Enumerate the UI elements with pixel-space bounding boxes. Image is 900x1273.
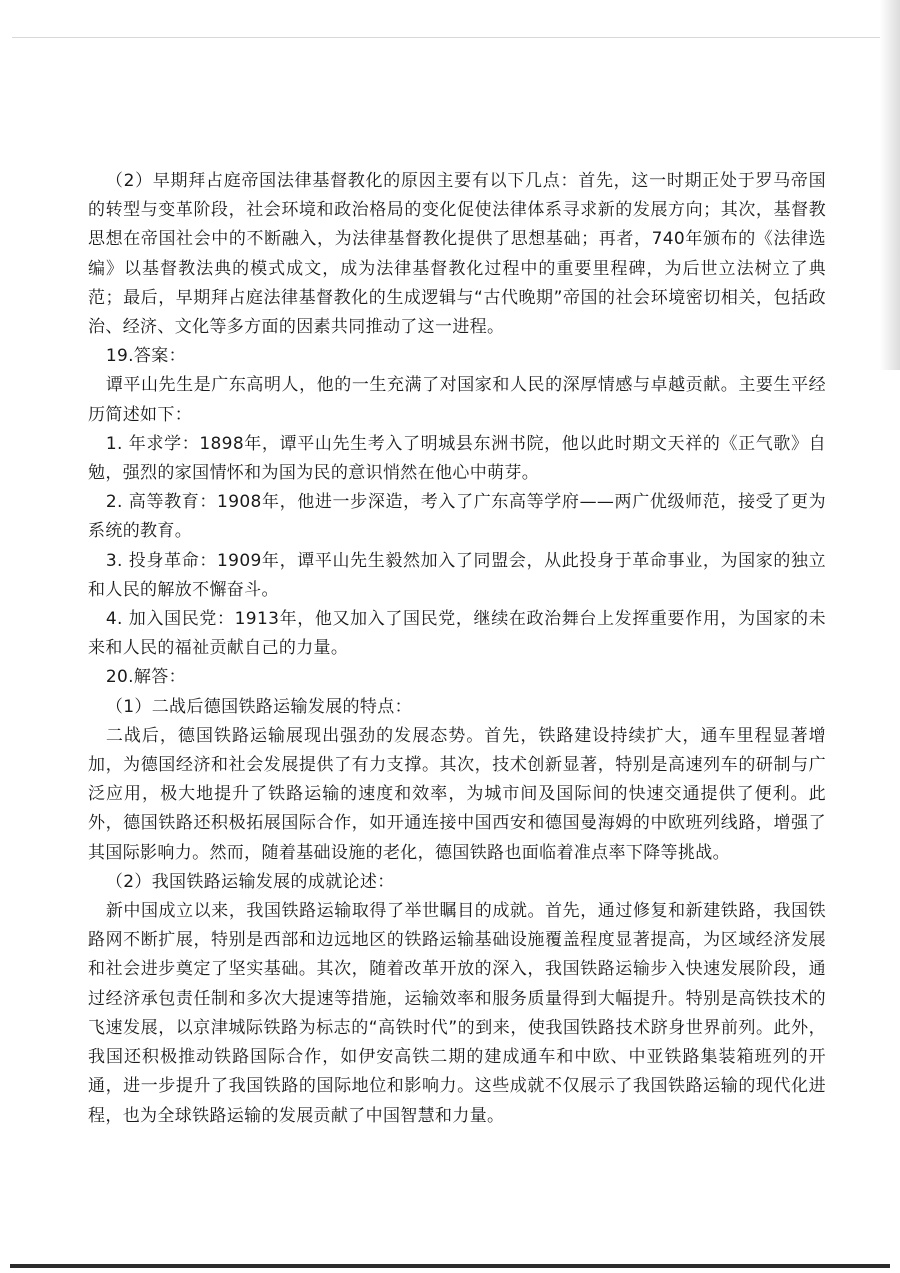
page-edge-shadow: [880, 0, 900, 370]
top-divider: [12, 37, 888, 38]
list-item-3: 3. 投身革命：1909年，谭平山先生毅然加入了同盟会，从此投身于革命事业，为国家的独立和人民的解放不懈奋斗。: [88, 550, 826, 600]
subheading-q20-part1: （1）二战后德国铁路运输发展的特点：: [105, 696, 412, 717]
paragraph-q19-intro: 谭平山先生是广东高明人，他的一生充满了对国家和人民的深厚情感与卓越贡献。主要生平经历简述如下：: [88, 375, 826, 425]
bottom-divider: [10, 1264, 890, 1268]
list-item-4: 4. 加入国民党：1913年，他又加入了国民党，继续在政治舞台上发挥重要作用，为国家的未来和人民的福祉贡献自己的力量。: [88, 609, 826, 659]
paragraph-q20-part1: 二战后，德国铁路运输展现出强劲的发展态势。首先，铁路建设持续扩大，通车里程显著增加，为德国经济和社会发展提供了有力支撑。其次，技术创新显著，特别是高速列车的研制与广泛应用，极大地提升了铁路运输的速度和效率，为城市间及国际间的快速交通提供了便利。此外，德国铁路还积极拓展国际合作，如开通连接中国西安和德国曼海姆的中欧班列线路，增强了其国际影响力。然而，随着基础设施的老化，德国铁路也面临着准点率下降等挑战。: [88, 725, 826, 863]
subheading-q20-part2: （2）我国铁路运输发展的成就论述：: [105, 871, 395, 892]
paragraph-q20-part2: 新中国成立以来，我国铁路运输取得了举世瞩目的成就。首先，通过修复和新建铁路，我国铁路网不断扩展，特别是西部和边远地区的铁路运输基础设施覆盖程度显著提高，为区域经济发展和社会进步奠定了坚实基础。其次，随着改革开放的深入，我国铁路运输步入快速发展阶段，通过经济承包责任制和多次大提速等措施，运输效率和服务质量得到大幅提升。特别是高铁技术的飞速发展，以京津城际铁路为标志的“高铁时代”的到来，使我国铁路技术跻身世界前列。此外，我国还积极推动铁路国际合作，如伊安高铁二期的建成通车和中欧、中亚铁路集装箱班列的开通，进一步提升了我国铁路的国际地位和影响力。这些成就不仅展示了我国铁路运输的现代化进程，也为全球铁路运输的发展贡献了中国智慧和力量。: [88, 901, 826, 1126]
paragraph-q18-part2: （2）早期拜占庭帝国法律基督教化的原因主要有以下几点：首先，这一时期正处于罗马帝国的转型与变革阶段，社会环境和政治格局的变化促使法律体系寻求新的发展方向；其次，基督教思想在帝国社会中的不断融入，为法律基督教化提供了思想基础；再者，740年颁布的《法律选编》以基督教法典的模式成文，成为法律基督教化过程中的重要里程碑，为后世立法树立了典范；最后，早期拜占庭法律基督教化的生成逻辑与“古代晚期”帝国的社会环境密切相关，包括政治、经济、文化等多方面的因素共同推动了这一进程。: [88, 171, 826, 338]
list-item-1: 1. 年求学：1898年，谭平山先生考入了明城县东洲书院，他以此时期文天祥的《正气歌》自勉，强烈的家国情怀和为国为民的意识悄然在他心中萌芽。: [88, 433, 826, 484]
document-body: [88, 167, 826, 1131]
heading-q19-answer: 19.答案：: [105, 346, 186, 367]
heading-q20-answer: 20.解答：: [105, 667, 186, 688]
list-item-2: 2. 高等教育：1908年，他进一步深造，考入了广东高等学府——两广优级师范，接受了更为系统的教育。: [88, 492, 826, 542]
